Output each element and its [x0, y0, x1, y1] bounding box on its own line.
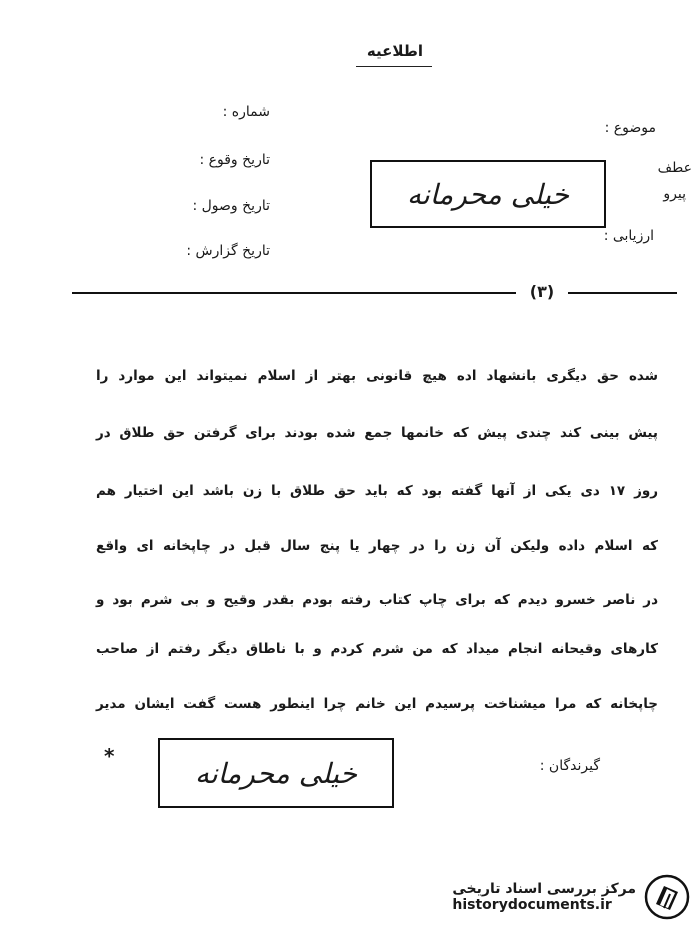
evaluation-label: ارزیابی :: [603, 228, 654, 244]
body-line-2: پیش بینی کند چندی پیش که خانمها جمع شده بودند برای گرفتن حق طلاق در: [96, 425, 658, 441]
number-label: شماره :: [222, 104, 270, 120]
document-book-icon: [644, 874, 690, 920]
subject-label: موضوع :: [604, 120, 656, 136]
arrival-date-label: تاریخ وصول :: [192, 198, 270, 214]
body-line-5: در ناصر خسرو دیدم که برای چاپ کتاب رفته بودم بقدر وقیح و بی شرم بود و: [96, 592, 658, 608]
watermark-url: historydocuments.ir: [452, 897, 612, 913]
classification-stamp-bottom: خیلی محرمانه: [158, 738, 394, 808]
watermark-text: [452, 881, 636, 913]
document-title: اطلاعیه: [366, 42, 424, 60]
follow-up-label: پیرو: [663, 186, 686, 202]
report-date-label: تاریخ گزارش :: [186, 243, 270, 259]
classification-stamp-top: خیلی محرمانه: [370, 160, 606, 228]
reference-label: عطف: [657, 160, 692, 176]
body-line-3: روز ۱۷ دی یکی از آنها گفته بود که باید حق طلاق با زن باشد این اختیار هم: [96, 483, 659, 499]
watermark: [418, 870, 690, 924]
page-number: (۳): [516, 282, 568, 301]
body-line-1: شده حق دیگری بانشهاد اده هیچ قانونی بهتر از اسلام نمیتواند این موارد را: [96, 368, 658, 384]
watermark-name: مرکز بررسی اسناد تاریخی: [452, 881, 636, 897]
recipients-label: گیرندگان :: [539, 758, 600, 774]
body-line-4: که اسلام داده ولیکن آن زن را در چهار یا پنج سال قبل در چاپخانه ای واقع: [96, 538, 658, 554]
body-line-7: چاپخانه که مرا میشناخت پرسیدم این خانم چرا اینطور هست گفت ایشان مدیر: [96, 696, 658, 712]
star-mark: *: [104, 744, 115, 768]
occurrence-date-label: تاریخ وقوع :: [199, 152, 270, 168]
header-divider: [72, 292, 677, 294]
title-underline: [356, 66, 432, 67]
body-line-6: کارهای وقیحانه انجام میداد که من شرم کردم و با ناطاق دیگر رفتم از صاحب: [96, 641, 658, 657]
